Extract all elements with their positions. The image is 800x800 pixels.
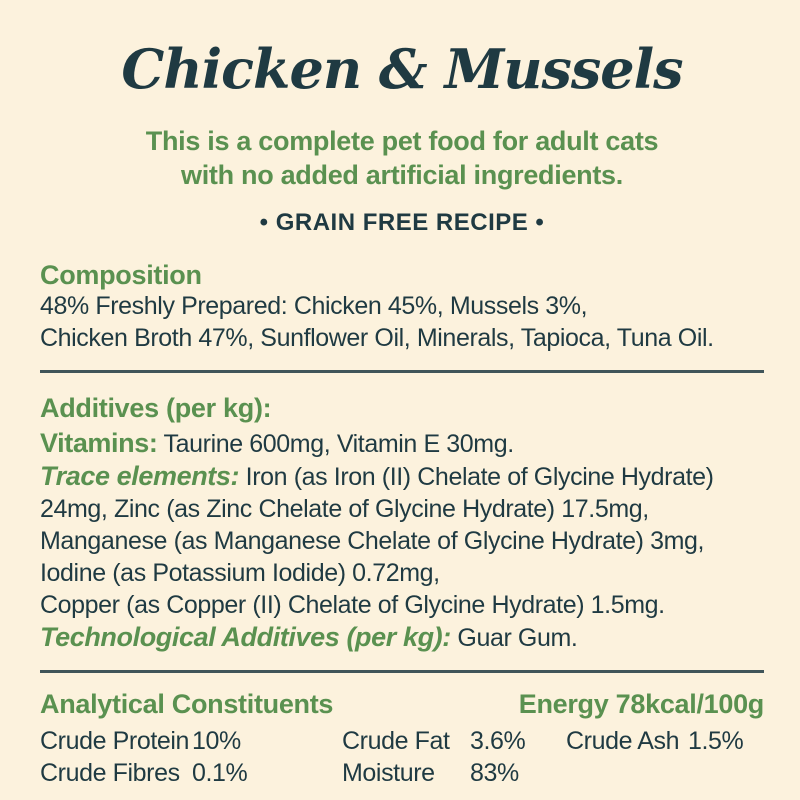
composition-heading: Composition [40,260,202,290]
composition-section [40,260,764,354]
energy-value: Energy 78kcal/100g [518,689,764,719]
trace-elements-text: Iron (as Iron (II) Chelate of Glycine Hydrate) [239,463,714,491]
analytical-value [688,757,764,789]
divider [40,670,764,673]
grain-free-badge: • GRAIN FREE RECIPE • [259,209,545,236]
divider [40,370,764,373]
complete-food-statement-line2: with no added artificial ingredients. [181,160,623,190]
analytical-label: Crude Protein [40,727,190,755]
composition-line: 48% Freshly Prepared: Chicken 45%, Mussels 3%, [40,292,588,320]
analytical-value: 0.1% [192,759,248,787]
analytical-label: Crude Fibres [40,759,180,787]
trace-elements-line [40,460,764,493]
analytical-label [566,757,688,789]
analytical-table [40,725,764,789]
analytical-value: 1.5% [688,727,744,755]
analytical-value: 83% [470,759,519,787]
analytical-constituents-section [40,689,764,789]
additives-heading: Additives (per kg): [40,393,272,423]
technological-additives-text: Guar Gum. [450,624,578,652]
product-title: Chicken & Mussels [121,37,683,101]
vitamins-text: Taurine 600mg, Vitamin E 30mg. [157,430,514,458]
vitamins-label: Vitamins: [40,428,158,458]
trace-elements-line: 24mg, Zinc (as Zinc Chelate of Glycine Hydrate) 17.5mg, [40,495,649,523]
trace-elements-line: Iodine (as Potassium Iodide) 0.72mg, [40,559,440,587]
vitamins-line [40,427,764,460]
trace-elements-label: Trace elements: [40,461,240,491]
technological-additives-line [40,621,764,654]
analytical-value: 10% [192,727,241,755]
analytical-header-row [40,689,764,720]
complete-food-statement-line1: This is a complete pet food for adult cats [145,126,659,156]
analytical-constituents-heading: Analytical Constituents [40,689,334,719]
analytical-value: 3.6% [470,727,526,755]
analytical-label: Crude Ash [566,727,680,755]
additives-section [40,393,764,654]
label-content [0,30,800,789]
technological-additives-label: Technological Additives (per kg): [40,622,451,652]
trace-elements-line: Manganese (as Manganese Chelate of Glycine Hydrate) 3mg, [40,527,705,555]
analytical-label: Moisture [342,759,435,787]
complete-food-statement [40,124,764,192]
trace-elements-line: Copper (as Copper (II) Chelate of Glycine Hydrate) 1.5mg. [40,591,665,619]
composition-line: Chicken Broth 47%, Sunflower Oil, Minerals, Tapioca, Tuna Oil. [40,324,714,352]
analytical-label: Crude Fat [342,727,450,755]
